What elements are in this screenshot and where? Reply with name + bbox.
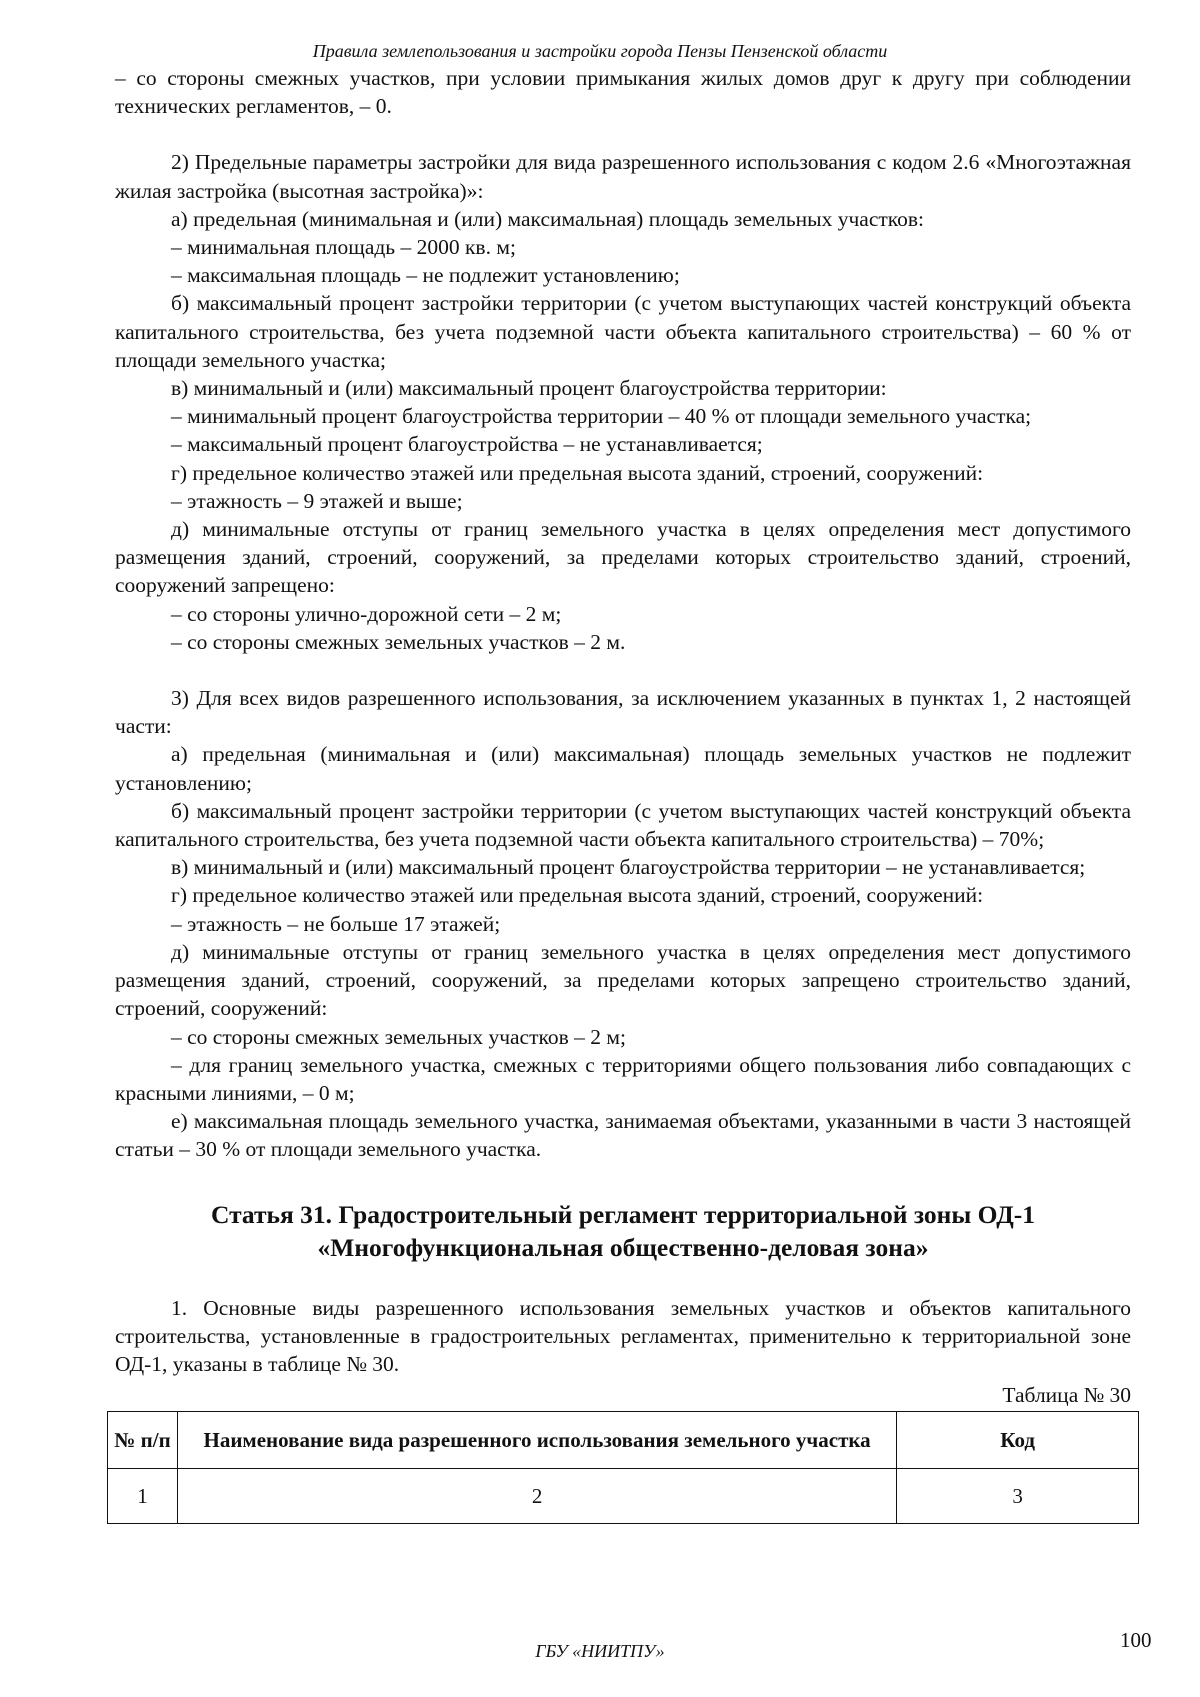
- article-title-line: Статья 31. Градостроительный регламент территориальной зоны ОД-1: [210, 1199, 1035, 1229]
- paragraph: б) максимальный процент застройки территории (с учетом выступающих частей конструкций объекта капитального строительства, без учета подземной части объекта капитального строительства) – 70%;: [115, 798, 1131, 852]
- table-cell: 2: [177, 1469, 896, 1524]
- paragraph: 2) Предельные параметры застройки для вида разрешенного использования с кодом 2.6 «Многоэтажная жилая застройка (высотная застройка)»:: [115, 150, 1131, 203]
- paragraph: а) предельная (минимальная и (или) максимальная) площадь земельных участков не подлежит установлению;: [115, 742, 1131, 795]
- table-header-code: Код: [897, 1412, 1139, 1469]
- paragraph: – этажность – не больше 17 этажей;: [171, 911, 501, 936]
- table-cell: 1: [108, 1469, 178, 1524]
- paragraph: – со стороны смежных земельных участков – 2 м.: [171, 629, 626, 654]
- paragraph: б) максимальный процент застройки территории (с учетом выступающих частей конструкций объекта капитального строительства, без учета подземной части объекта капитального строительства) – 60 % от площади земельного участка;: [115, 291, 1131, 372]
- page-body: [115, 64, 1131, 1524]
- paragraph: – со стороны смежных участков, при условии примыкания жилых домов друг к другу при соблюдении технических регламентов, – 0.: [115, 66, 1131, 119]
- paragraph: д) минимальные отступы от границ земельного участка в целях определения мест допустимого размещения зданий, строений, сооружений, за пределами которых запрещено строительство зданий, строений, сооружений:: [115, 939, 1131, 1021]
- paragraph-gap: [115, 120, 1131, 148]
- article-title: [115, 1198, 1131, 1264]
- table-cell: 3: [897, 1469, 1139, 1524]
- paragraph: – минимальная площадь – 2000 кв. м;: [171, 235, 516, 260]
- table-row: [108, 1469, 1139, 1524]
- paragraph: 3) Для всех видов разрешенного использования, за исключением указанных в пунктах 1, 2 настоящей части:: [115, 686, 1131, 739]
- table-header-row: [108, 1412, 1139, 1469]
- article-title-line: «Многофункциональная общественно-деловая зона»: [317, 1232, 929, 1262]
- paragraph: – этажность – 9 этажей и выше;: [171, 488, 463, 513]
- page-number: 100: [1120, 1628, 1152, 1652]
- footer-organization: ГБУ «НИИТПУ»: [535, 1641, 665, 1661]
- paragraph: – со стороны смежных земельных участков – 2 м;: [171, 1024, 626, 1049]
- article-intro: 1. Основные виды разрешенного использования земельных участков и объектов капитального строительства, установленные в градостроительных регламентах, применительно к территориальной зоне ОД-1, указаны в таблице № 30.: [115, 1295, 1131, 1376]
- paragraph: – со стороны улично-дорожной сети – 2 м;: [171, 601, 562, 626]
- paragraph: г) предельное количество этажей или предельная высота зданий, строений, сооружений:: [171, 460, 984, 485]
- paragraph: – максимальный процент благоустройства – не устанавливается;: [171, 432, 763, 457]
- running-header: Правила землепользования и застройки города Пензы Пензенской области: [312, 41, 888, 61]
- table-header-name: Наименование вида разрешенного использования земельного участка: [177, 1412, 896, 1469]
- paragraph: в) минимальный и (или) максимальный процент благоустройства территории – не устанавливается;: [171, 855, 1086, 880]
- paragraph: г) предельное количество этажей или предельная высота зданий, строений, сооружений:: [171, 883, 984, 908]
- paragraph: а) предельная (минимальная и (или) максимальная) площадь земельных участков:: [171, 206, 924, 231]
- regulations-table: [107, 1411, 1139, 1524]
- paragraph: е) максимальная площадь земельного участка, занимаемая объектами, указанными в части 3 настоящей статьи – 30 % от площади земельного участка.: [115, 1109, 1131, 1162]
- paragraph-gap: [115, 656, 1131, 684]
- paragraph: – для границ земельного участка, смежных с территориями общего пользования либо совпадающих с красными линиями, – 0 м;: [115, 1052, 1131, 1105]
- paragraph: в) минимальный и (или) максимальный процент благоустройства территории:: [171, 376, 887, 401]
- paragraph: – максимальная площадь – не подлежит установлению;: [171, 263, 680, 288]
- table-header-number: № п/п: [108, 1412, 178, 1469]
- paragraph: – минимальный процент благоустройства территории – 40 % от площади земельного участка;: [171, 404, 1032, 429]
- paragraph: д) минимальные отступы от границ земельного участка в целях определения мест допустимого размещения зданий, строений, сооружений, за пределами которых строительство зданий, строений, сооружений запрещено:: [115, 517, 1131, 598]
- table-caption: Таблица № 30: [1002, 1383, 1131, 1408]
